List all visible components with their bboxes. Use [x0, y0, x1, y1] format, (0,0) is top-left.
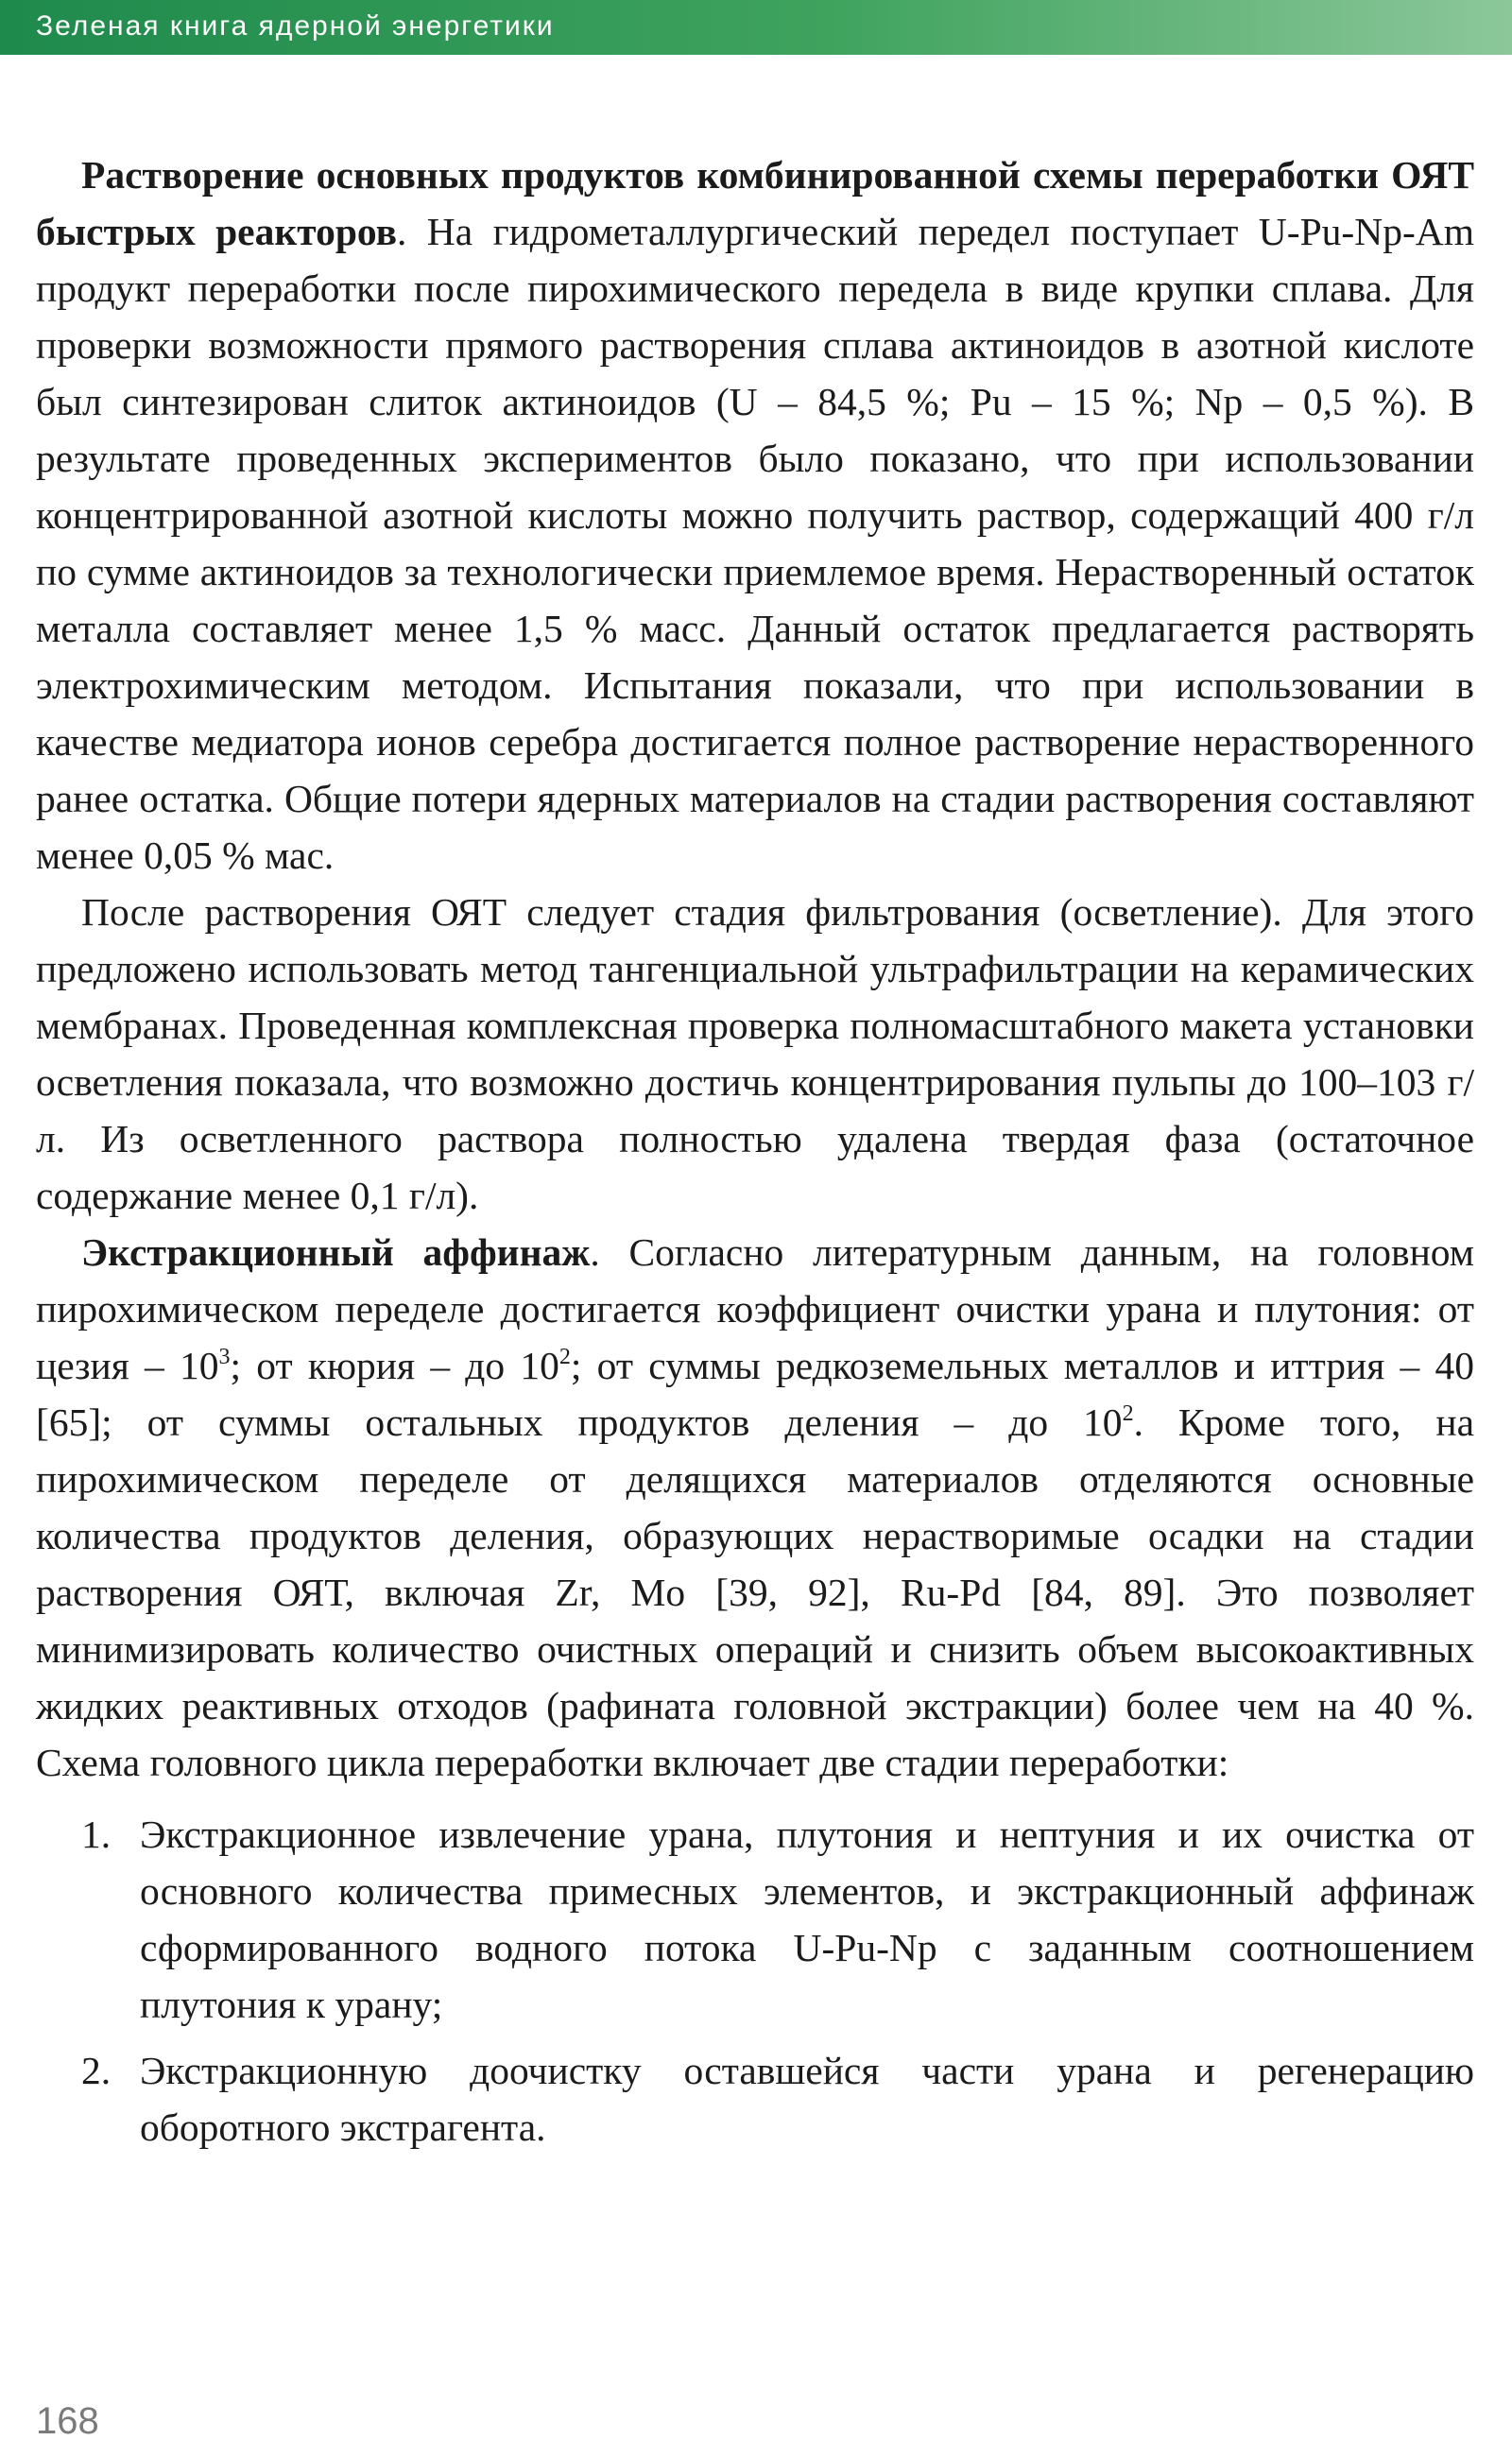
- page-number: 168: [36, 2400, 99, 2442]
- section-heading-extraction: Экстракционный аффинаж: [81, 1230, 591, 1274]
- superscript: 3: [218, 1345, 231, 1369]
- list-item-text: Экстракционное извлечение урана, плутония и нептуния и их очистка от основного количества примесных элементов, и экстракционный аффинаж сформированного водного потока U-Pu-Np с заданным соотношением плутония к урану;: [140, 1813, 1474, 2026]
- processing-stages-list: [36, 1806, 1474, 2156]
- paragraph-dissolution: [36, 146, 1474, 884]
- list-item-number: 2.: [81, 2049, 112, 2092]
- page-body: [36, 146, 1474, 2165]
- paragraph-extraction: [36, 1224, 1474, 1791]
- paragraph-text: . Кроме того, на пирохимическом переделе от делящихся материалов отделяются основные количества продуктов деления, образующих нерастворимые осадки на стадии растворения ОЯТ, включая Zr, Mo [39, 92], Ru-Pd [84, 89]. Это позволяет минимизировать количество очистных операций и снизить объем высокоактивных жидких реактивных отходов (рафината головной экстракции) более чем на 40 %. Схема головного цикла переработки включает две стадии переработки:: [36, 1400, 1474, 1784]
- paragraph-text: ; от кюрия – до 10: [230, 1344, 559, 1387]
- superscript: 2: [1122, 1401, 1134, 1426]
- list-item: [36, 1806, 1474, 2033]
- section-heading-dissolution: Растворение основных продуктов комбинированной схемы переработки ОЯТ быстрых реакторов: [36, 153, 1474, 253]
- paragraph-text: . Согласно литературным данным, на головном пирохимическом переделе достигается коэффициент очистки урана и плутония: от цезия – 10: [36, 1230, 1474, 1387]
- paragraph-text: ; от суммы редкоземельных металлов и иттрия – 40 [65]; от суммы остальных продуктов деления – до 10: [36, 1344, 1474, 1444]
- list-item: [36, 2042, 1474, 2156]
- list-item-number: 1.: [81, 1813, 112, 1856]
- superscript: 2: [558, 1345, 571, 1369]
- paragraph-filtration: [36, 884, 1474, 1224]
- list-item-text: Экстракционную доочистку оставшейся части урана и регенерацию оборотного экстрагента.: [140, 2049, 1474, 2149]
- header-band: [0, 0, 1512, 55]
- paragraph-text: После растворения ОЯТ следует стадия фильтрования (осветление). Для этого предложено использовать метод тангенциальной ультрафильтрации на керамических мембранах. Проведенная комплексная проверка полномасштабного макета установки осветления показала, что возможно достичь концентрирования пульпы до 100–103 г/л. Из осветленного раствора полностью удалена твердая фаза (остаточное содержание менее 0,1 г/л).: [36, 890, 1474, 1217]
- running-header-title: Зеленая книга ядерной энергетики: [36, 10, 555, 42]
- paragraph-text: . На гидрометаллургический передел поступает U-Pu-Np-Am продукт переработки после пирохимического передела в виде крупки сплава. Для проверки возможности прямого растворения сплава актиноидов в азотной кислоте был синтезирован слиток актиноидов (U – 84,5 %; Pu – 15 %; Np – 0,5 %). В результате проведенных экспериментов было показано, что при использовании концентрированной азотной кислоты можно получить раствор, содержащий 400 г/л по сумме актиноидов за технологически приемлемое время. Нерастворенный остаток металла составляет менее 1,5 % масс. Данный остаток предлагается растворять электрохимическим методом. Испытания показали, что при использовании в качестве медиатора ионов серебра достигается полное растворение нерастворенного ранее остатка. Общие потери ядерных материалов на стадии растворения составляют менее 0,05 % мас.: [36, 210, 1475, 877]
